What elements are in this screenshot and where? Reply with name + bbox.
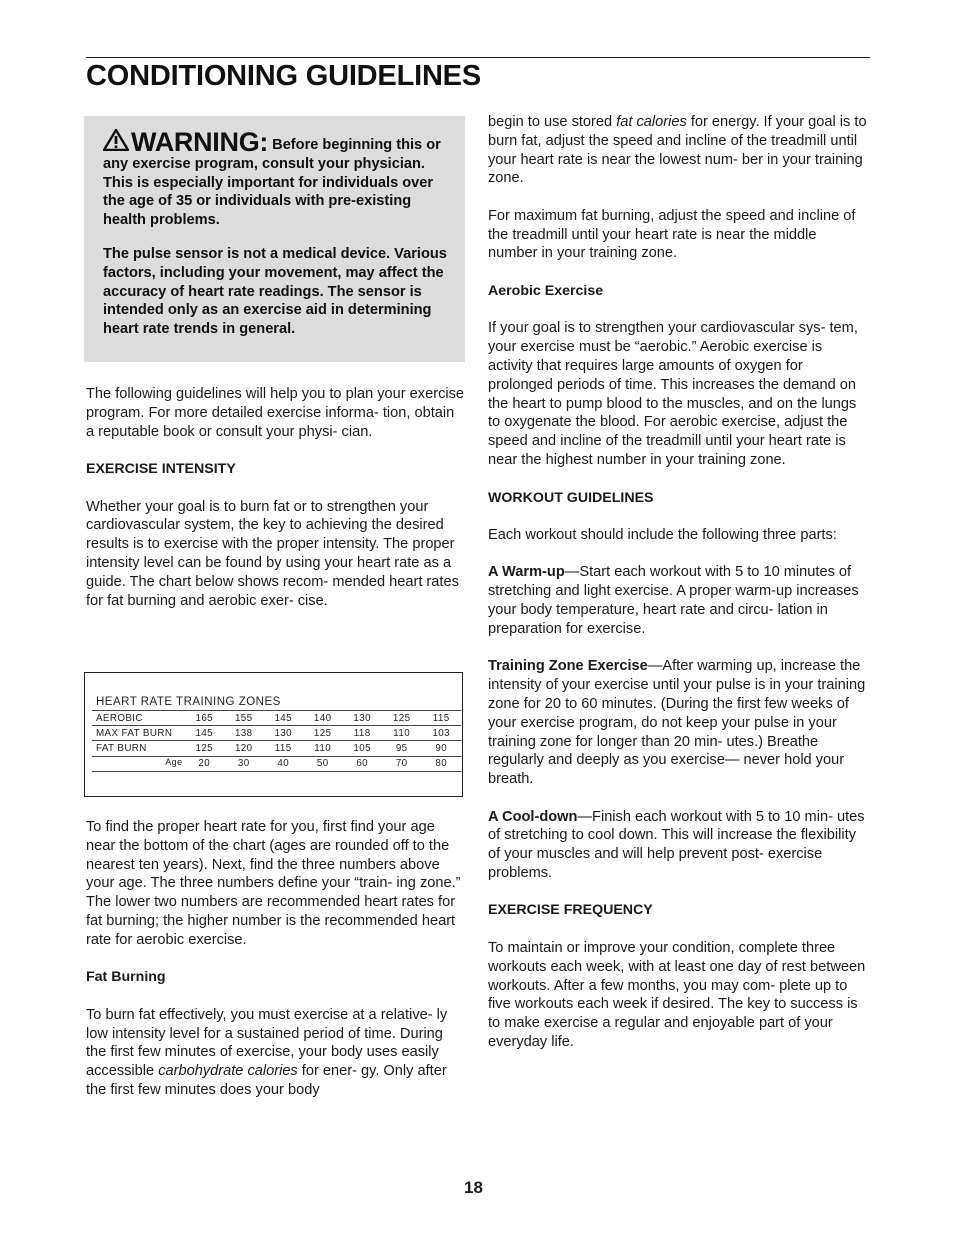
fat-burning-heading: Fat Burning: [86, 969, 166, 986]
row-label: MAX FAT BURN: [92, 726, 185, 741]
workout-guidelines-heading: WORKOUT GUIDELINES: [488, 489, 654, 506]
heart-rate-value: 155: [224, 711, 263, 726]
table-row: [92, 741, 461, 756]
heart-rate-value: 90: [421, 741, 461, 756]
cool-down-text: —Finish each workout with 5 to 10 min- utes of stretching to cool down. This will increase the flexibility of your muscles and will help prevent post- exercise problems.: [488, 808, 865, 881]
chart-explanation-paragraph: To find the proper heart rate for you, first find your age near the bottom of the chart (ages are rounded off to the nearest ten years). Next, find the three numbers above your age. The three numbers define your “train- ing zone.” The lower two numbers are recommended heart rates for fat burning; the higher number is the recommended heart rate for aerobic exercise.: [86, 819, 461, 948]
age-value: 20: [185, 756, 224, 771]
heart-rate-value: 110: [382, 726, 421, 741]
exercise-frequency-paragraph: To maintain or improve your condition, complete three workouts each week, with at least one day of rest between workouts. After a few months, you may com- plete up to five workouts each week if desired. The key to success is to make exercise a regular and enjoyable part of your everyday life.: [488, 939, 866, 1050]
aerobic-exercise-heading: Aerobic Exercise: [488, 282, 604, 299]
max-fat-burning-paragraph: For maximum fat burning, adjust the speed and incline of the treadmill until your heart rate is near the middle number in your training zone.: [488, 207, 856, 262]
heart-rate-value: 145: [185, 726, 224, 741]
heart-rate-value: 130: [342, 711, 381, 726]
heart-rate-value: 140: [303, 711, 342, 726]
heart-rate-value: 120: [224, 741, 263, 756]
table-row: [92, 726, 461, 741]
cool-down-term: A Cool-down: [488, 808, 578, 825]
fat-burning-continued-paragraph: [488, 113, 870, 188]
heart-rate-value: 103: [421, 726, 461, 741]
fat-continued-text-b: for energy. If your goal is to burn fat, adjust the speed and incline of the treadmill until your heart rate is near the lowest num- ber in your training zone.: [488, 114, 867, 187]
heart-rate-table: [92, 710, 461, 794]
training-zone-term: Training Zone Exercise: [488, 658, 648, 675]
warning-intro: Before beginning this or any exercise program, consult your physician. This is especially important for individuals over the age of 35 or individuals with pre-existing health problems.: [103, 137, 441, 229]
row-label: AEROBIC: [92, 711, 185, 726]
page-number: 18: [464, 1178, 483, 1197]
age-value: 40: [263, 756, 302, 771]
age-value: 60: [342, 756, 381, 771]
page-title: CONDITIONING GUIDELINES: [86, 60, 481, 92]
fat-calories-term: fat calories: [616, 114, 687, 130]
warm-up-term: A Warm-up: [488, 564, 565, 581]
carbohydrate-calories-term: carbohydrate calories: [158, 1063, 298, 1080]
age-value: 80: [421, 756, 461, 771]
left-column: [86, 385, 466, 629]
age-value: 30: [224, 756, 263, 771]
exercise-intensity-heading: EXERCISE INTENSITY: [86, 461, 236, 478]
warning-intro-paragraph: [103, 129, 447, 230]
warning-box: [84, 116, 465, 362]
left-column-lower: [86, 818, 466, 1118]
fat-burning-text-a: To burn fat effectively, you must exercise at a relative- ly low intensity level for a sustained period of time. During the first few minutes of exercise, your body uses easily accessible: [86, 1006, 448, 1080]
age-label: Age: [92, 756, 185, 771]
heart-rate-value: 115: [421, 711, 461, 726]
spacer-cell: [92, 771, 461, 794]
heart-rate-value: 110: [303, 741, 342, 756]
heart-rate-value: 145: [263, 711, 302, 726]
training-zone-text: —After warming up, increase the intensity of your exercise until your pulse is in your training zone for 20 to 60 minutes. (During the first few weeks of your exercise program, do not keep your pulse in your training zone for longer than 20 min- utes.) Breathe regularly and deeply as you exercise— never hold your breath.: [488, 658, 866, 788]
heart-rate-value: 105: [342, 741, 381, 756]
age-value: 50: [303, 756, 342, 771]
warning-triangle-icon: [103, 129, 129, 151]
training-zone-paragraph: [488, 657, 870, 789]
heart-rate-value: 115: [263, 741, 302, 756]
warning-pulse-note: The pulse sensor is not a medical device. Various factors, including your movement, may affect the accuracy of heart rate readings. The sensor is intended only as an exercise aid in determining heart rate trends in general.: [103, 245, 447, 338]
heart-rate-value: 165: [185, 711, 224, 726]
exercise-frequency-heading: EXERCISE FREQUENCY: [488, 902, 653, 919]
warning-heading: WARNING:: [131, 127, 269, 157]
fat-burning-paragraph: [86, 1006, 466, 1100]
aerobic-exercise-paragraph: If your goal is to strengthen your cardiovascular sys- tem, your exercise must be “aerobic.” Aerobic exercise is activity that requires large amounts of oxygen for prolonged periods of time. This increases the demand on the heart to pump blood to the muscles, and on the lungs to oxygenate the blood. For aerobic exercise, adjust the speed and incline of the treadmill until your heart rate is near the highest number in your training zone.: [488, 320, 858, 469]
warm-up-paragraph: [488, 563, 870, 638]
heart-rate-chart: [84, 672, 463, 797]
heart-rate-value: 130: [263, 726, 302, 741]
intro-paragraph: The following guidelines will help you to plan your exercise program. For more detailed exercise informa- tion, obtain a reputable book or consult your physi- cian.: [86, 386, 465, 440]
chart-title: HEART RATE TRAINING ZONES: [96, 696, 281, 708]
warm-up-text: —Start each workout with 5 to 10 minutes of stretching and light exercise. A proper warm-up increases your body temperature, heart rate and circu- lation in preparation for exercise.: [488, 564, 859, 637]
fat-continued-text-a: begin to use stored: [488, 114, 617, 130]
fat-burning-text-b: for ener- gy. Only after the first few minutes does your body: [86, 1063, 447, 1098]
cool-down-paragraph: [488, 808, 870, 883]
heart-rate-value: 125: [382, 711, 421, 726]
heart-rate-value: 138: [224, 726, 263, 741]
age-row: [92, 756, 461, 771]
heart-rate-value: 95: [382, 741, 421, 756]
heart-rate-value: 125: [185, 741, 224, 756]
table-row: [92, 711, 461, 726]
heart-rate-value: 125: [303, 726, 342, 741]
right-column: [488, 113, 870, 1070]
exercise-intensity-paragraph: Whether your goal is to burn fat or to strengthen your cardiovascular system, the key to achieving the desired results is to exercise with the proper intensity. The proper intensity level can be found by using your heart rate as a guide. The chart below shows recom- mended heart rates for fat burning and aerobic exer- cise.: [86, 498, 459, 609]
heart-rate-value: 118: [342, 726, 381, 741]
workout-intro-paragraph: Each workout should include the following three parts:: [488, 526, 837, 543]
age-value: 70: [382, 756, 421, 771]
top-rule: [86, 57, 870, 58]
row-label: FAT BURN: [92, 741, 185, 756]
table-spacer-row: [92, 771, 461, 794]
